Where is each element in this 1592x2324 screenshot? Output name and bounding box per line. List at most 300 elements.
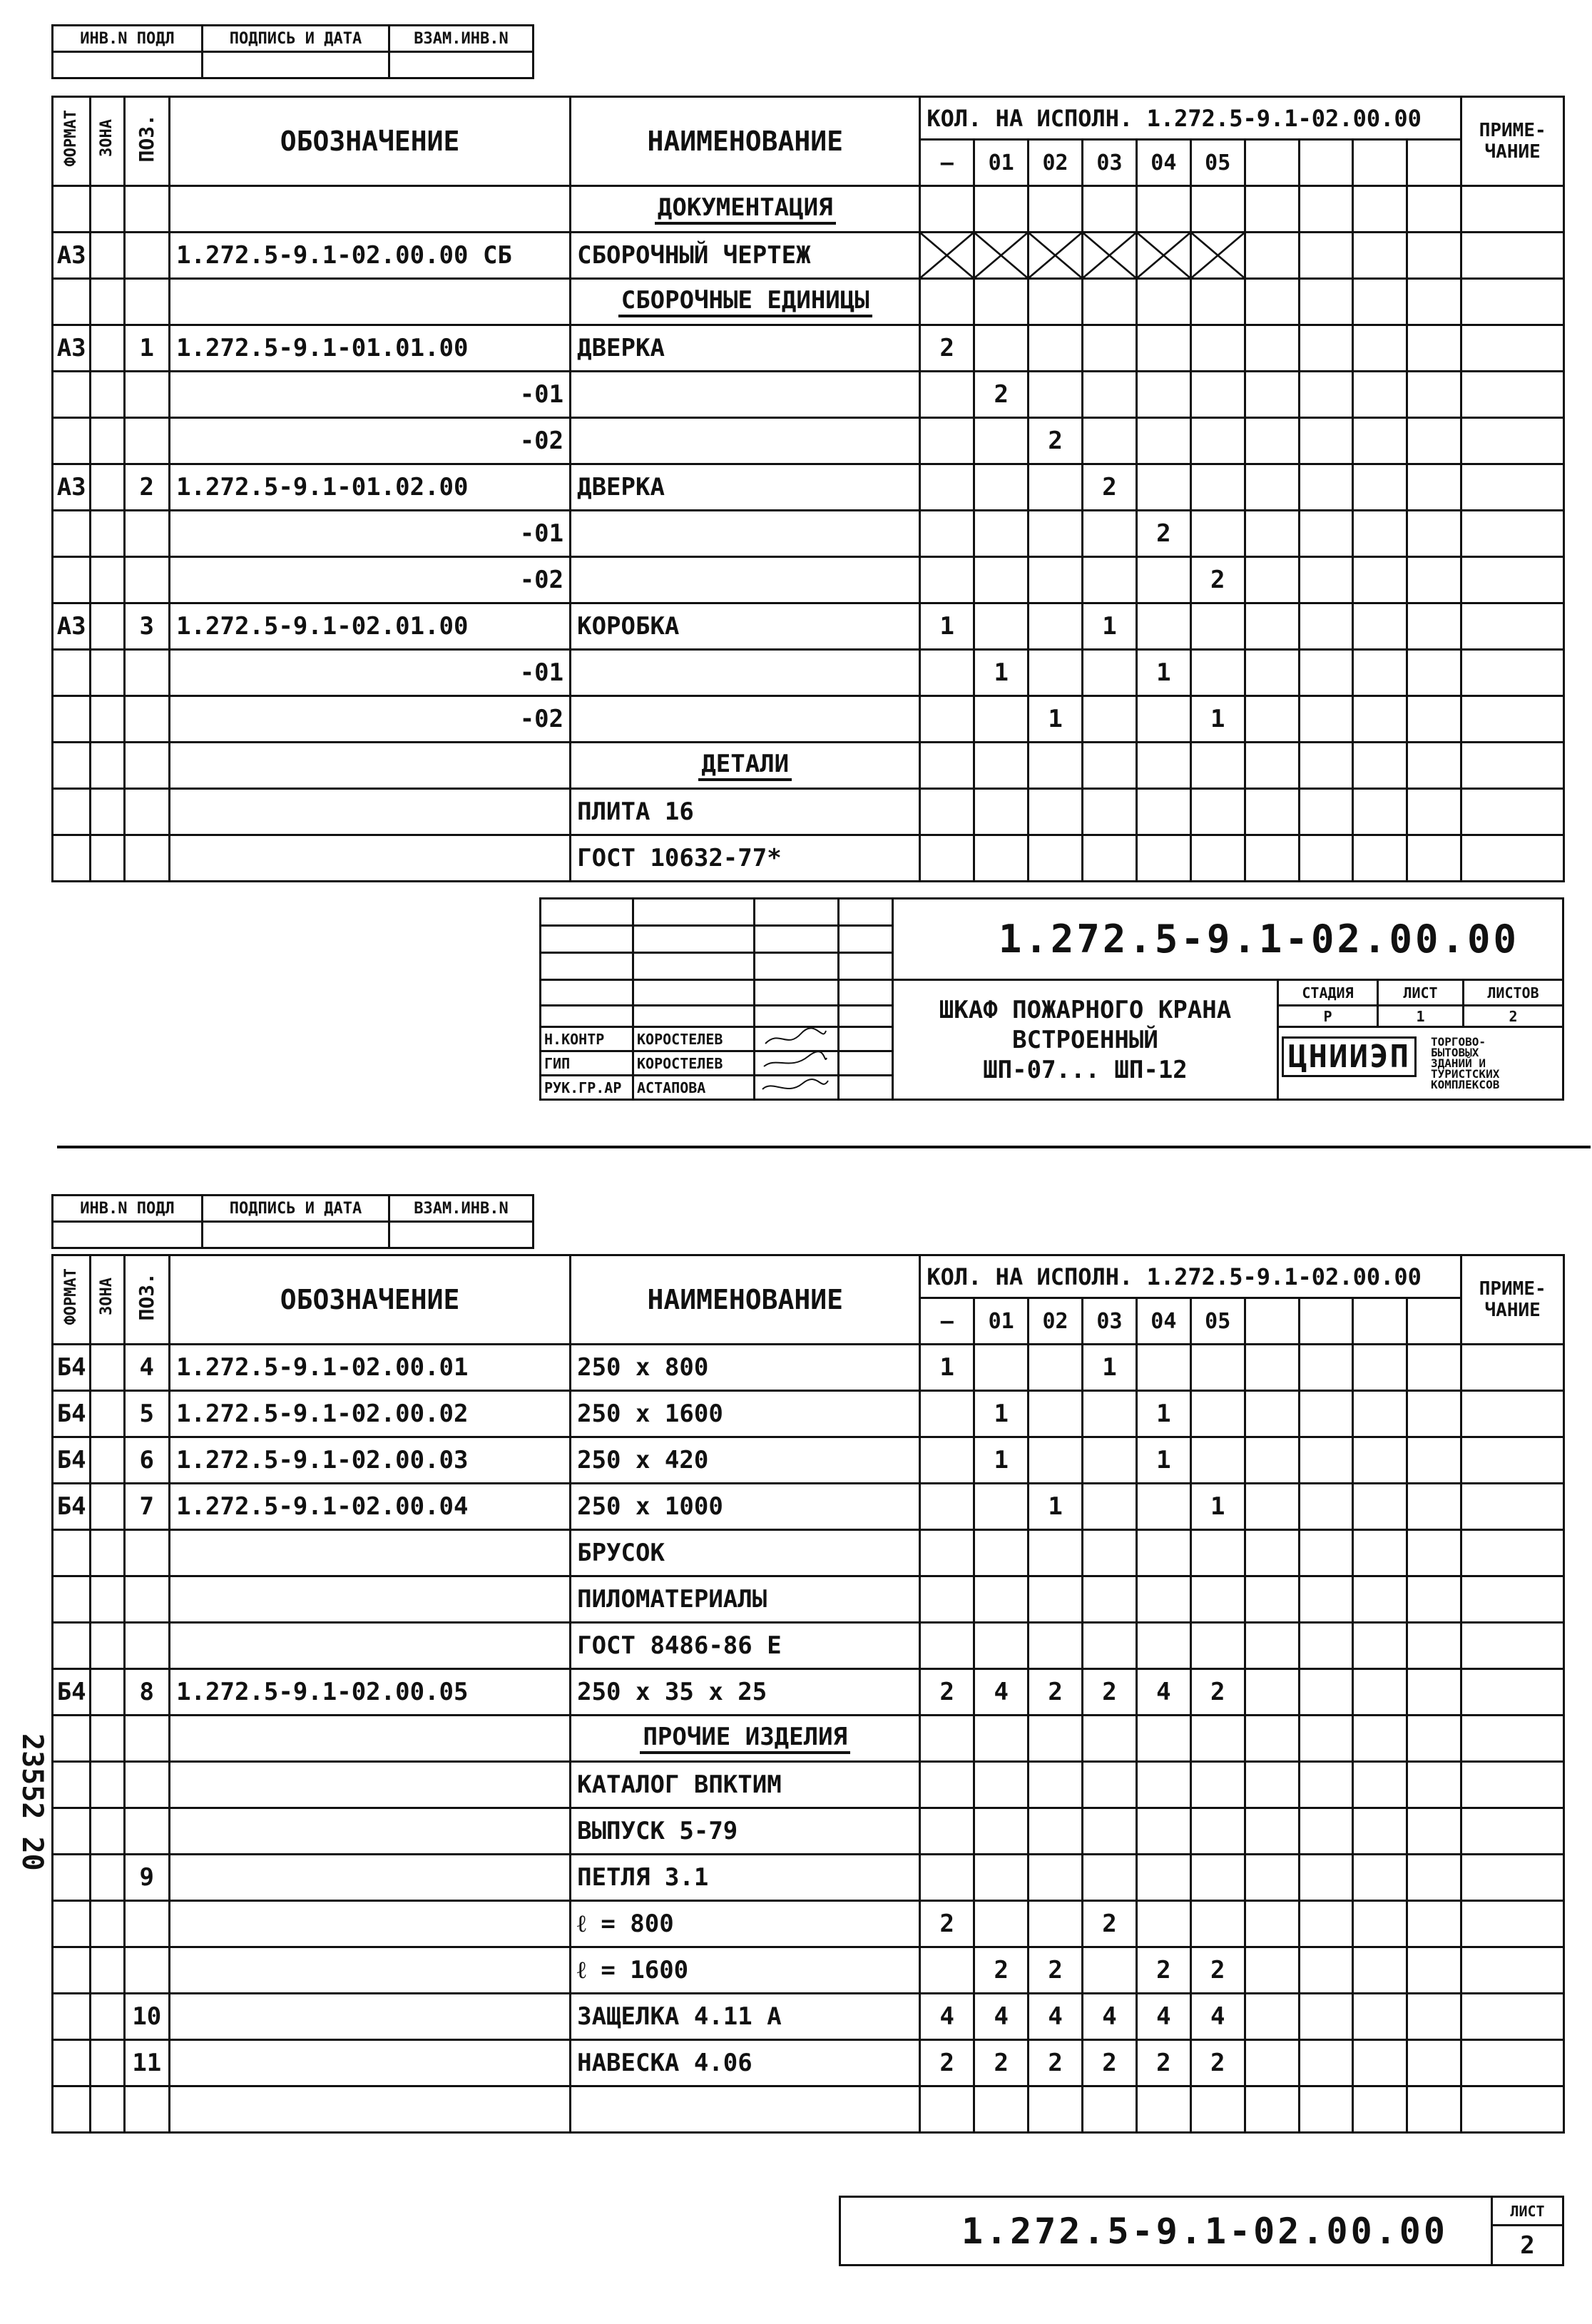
cell-name: БРУСОК xyxy=(571,1530,920,1576)
doc-title: ШКАФ ПОЖАРНОГО КРАНА ВСТРОЕННЫЙ ШП-07... ШП-12 xyxy=(893,980,1278,1100)
cell-qty-3 xyxy=(1083,418,1137,464)
cell-format: А3 xyxy=(53,325,91,372)
cell-qty-empty xyxy=(1353,325,1407,372)
cell-qty-3: 1 xyxy=(1083,603,1137,650)
cell-qty-5 xyxy=(1190,1716,1245,1762)
signer-name-2: КОРОСТЕЛЕВ xyxy=(633,1051,755,1076)
cell-name: 250 х 420 xyxy=(571,1437,920,1484)
cell-name xyxy=(571,650,920,696)
cell-qty-empty xyxy=(1299,2086,1353,2133)
cell-qty-5 xyxy=(1190,1437,1245,1484)
cell-qty-empty xyxy=(1407,1530,1461,1576)
cell-qty-empty xyxy=(1245,789,1299,835)
cell-qty-empty xyxy=(1407,789,1461,835)
top-row xyxy=(53,279,1564,325)
cell-name: ℓ = 800 xyxy=(571,1901,920,1947)
cell-format xyxy=(53,418,91,464)
cell-note xyxy=(1461,2040,1564,2086)
cell-qty-empty xyxy=(1353,1345,1407,1391)
cell-format: Б4 xyxy=(53,1669,91,1716)
cell-qty-0: 2 xyxy=(920,1669,974,1716)
signer-role-3: РУК.ГР.АР xyxy=(541,1076,633,1100)
cell-qty-4 xyxy=(1136,1484,1190,1530)
cell-qty-2 xyxy=(1029,1391,1083,1437)
cell-qty-3 xyxy=(1083,1947,1137,1994)
cell-qty-0 xyxy=(920,279,974,325)
cell-qty-empty xyxy=(1299,557,1353,603)
cell-zona xyxy=(91,186,124,233)
cell-qty-1 xyxy=(974,1530,1029,1576)
cell-qty-0 xyxy=(920,557,974,603)
bottom-row xyxy=(53,1484,1564,1530)
cell-qty-empty xyxy=(1407,1901,1461,1947)
cell-qty-empty xyxy=(1245,186,1299,233)
cell-name: ℓ = 1600 xyxy=(571,1947,920,1994)
top-row xyxy=(53,603,1564,650)
variant-empty xyxy=(1245,140,1299,186)
cell-qty-empty xyxy=(1407,1762,1461,1808)
cell-qty-empty xyxy=(1353,1576,1407,1623)
cell-note xyxy=(1461,1901,1564,1947)
cell-qty-empty xyxy=(1353,186,1407,233)
cell-qty-4 xyxy=(1136,1716,1190,1762)
bottom-row xyxy=(53,1437,1564,1484)
list-value-2: 2 xyxy=(1492,2226,1563,2266)
cell-qty-0 xyxy=(920,1484,974,1530)
cell-name: 250 х 35 х 25 xyxy=(571,1669,920,1716)
bottom-row xyxy=(53,2040,1564,2086)
bottom-row xyxy=(53,1762,1564,1808)
cell-format xyxy=(53,1994,91,2040)
cell-qty-3 xyxy=(1083,743,1137,789)
cell-qty-1 xyxy=(974,743,1029,789)
cell-note xyxy=(1461,418,1564,464)
cell-poz xyxy=(124,1623,170,1669)
cell-qty-3: 2 xyxy=(1083,1901,1137,1947)
cell-zona xyxy=(91,557,124,603)
cell-qty-empty xyxy=(1407,511,1461,557)
cell-qty-5: 1 xyxy=(1190,1484,1245,1530)
cell-qty-empty xyxy=(1407,2086,1461,2133)
variant-5: 05 xyxy=(1190,1298,1245,1345)
cell-zona xyxy=(91,650,124,696)
cell-qty-1 xyxy=(974,233,1029,279)
cell-qty-2 xyxy=(1029,1576,1083,1623)
cell-qty-empty xyxy=(1353,1947,1407,1994)
cell-name xyxy=(571,418,920,464)
cell-qty-0: 1 xyxy=(920,1345,974,1391)
cell-qty-empty xyxy=(1299,1855,1353,1901)
cell-qty-4 xyxy=(1136,233,1190,279)
cell-zona xyxy=(91,743,124,789)
cell-poz: 3 xyxy=(124,603,170,650)
cell-code: -01 xyxy=(170,372,571,418)
cell-qty-0 xyxy=(920,1391,974,1437)
cell-qty-empty xyxy=(1299,696,1353,743)
cell-code xyxy=(170,1947,571,1994)
cell-format xyxy=(53,2086,91,2133)
cell-qty-empty xyxy=(1245,1530,1299,1576)
cell-qty-5 xyxy=(1190,1808,1245,1855)
cell-qty-2 xyxy=(1029,603,1083,650)
cell-poz xyxy=(124,1901,170,1947)
variant-3: 03 xyxy=(1083,140,1137,186)
col-oboznachenie: ОБОЗНАЧЕНИЕ xyxy=(170,97,571,186)
cell-format xyxy=(53,279,91,325)
cell-qty-5 xyxy=(1190,1855,1245,1901)
cell-qty-empty xyxy=(1407,1808,1461,1855)
cell-qty-empty xyxy=(1245,2086,1299,2133)
cell-code xyxy=(170,1855,571,1901)
cell-zona xyxy=(91,1716,124,1762)
cell-qty-empty xyxy=(1299,603,1353,650)
cell-qty-empty xyxy=(1245,418,1299,464)
cell-qty-empty xyxy=(1407,603,1461,650)
cell-name: ДВЕРКА xyxy=(571,325,920,372)
cell-qty-5 xyxy=(1190,2086,1245,2133)
cell-code xyxy=(170,186,571,233)
cell-qty-3: 2 xyxy=(1083,1669,1137,1716)
cell-qty-3 xyxy=(1083,1391,1137,1437)
cell-qty-1 xyxy=(974,186,1029,233)
cell-qty-empty xyxy=(1245,835,1299,882)
cell-zona xyxy=(91,2040,124,2086)
cell-note xyxy=(1461,835,1564,882)
cell-qty-empty xyxy=(1353,1623,1407,1669)
bottom-row xyxy=(53,1530,1564,1576)
cell-code: -02 xyxy=(170,418,571,464)
cell-qty-3 xyxy=(1083,789,1137,835)
cell-qty-1 xyxy=(974,511,1029,557)
cell-zona xyxy=(91,835,124,882)
cell-qty-empty xyxy=(1407,372,1461,418)
approval-stamp xyxy=(51,24,534,79)
cell-name xyxy=(571,511,920,557)
cell-format xyxy=(53,835,91,882)
cell-qty-4 xyxy=(1136,1623,1190,1669)
cell-qty-empty xyxy=(1245,2040,1299,2086)
top-row xyxy=(53,325,1564,372)
cell-poz xyxy=(124,743,170,789)
cell-qty-empty xyxy=(1353,650,1407,696)
cell-qty-empty xyxy=(1353,372,1407,418)
cell-qty-empty xyxy=(1245,1484,1299,1530)
cell-code: 1.272.5-9.1-02.00.03 xyxy=(170,1437,571,1484)
bottom-row xyxy=(53,1855,1564,1901)
cell-qty-4: 1 xyxy=(1136,650,1190,696)
cell-qty-5 xyxy=(1190,418,1245,464)
cell-poz: 9 xyxy=(124,1855,170,1901)
cell-qty-2: 1 xyxy=(1029,1484,1083,1530)
cell-qty-4 xyxy=(1136,696,1190,743)
bottom-title-block xyxy=(839,2196,1564,2266)
cell-qty-0 xyxy=(920,464,974,511)
cell-qty-empty xyxy=(1353,1437,1407,1484)
cell-name: ЗАЩЕЛКА 4.11 А xyxy=(571,1994,920,2040)
cell-qty-1 xyxy=(974,1484,1029,1530)
cell-qty-empty xyxy=(1299,1716,1353,1762)
cell-note xyxy=(1461,511,1564,557)
cell-qty-1 xyxy=(974,2086,1029,2133)
bottom-row xyxy=(53,1345,1564,1391)
cell-qty-empty xyxy=(1407,1576,1461,1623)
cell-qty-0 xyxy=(920,186,974,233)
cell-qty-3 xyxy=(1083,557,1137,603)
cell-qty-4 xyxy=(1136,1901,1190,1947)
cell-zona xyxy=(91,1576,124,1623)
cell-qty-empty xyxy=(1407,1947,1461,1994)
cell-qty-4 xyxy=(1136,1345,1190,1391)
cell-name: 250 х 1000 xyxy=(571,1484,920,1530)
cell-name: 250 х 800 xyxy=(571,1345,920,1391)
top-row xyxy=(53,186,1564,233)
cell-qty-5 xyxy=(1190,835,1245,882)
cell-format: А3 xyxy=(53,464,91,511)
cell-poz xyxy=(124,650,170,696)
cell-qty-2 xyxy=(1029,233,1083,279)
cell-qty-empty xyxy=(1299,464,1353,511)
cell-zona xyxy=(91,1994,124,2040)
cell-qty-4 xyxy=(1136,1855,1190,1901)
cell-qty-empty xyxy=(1245,1855,1299,1901)
cell-qty-empty xyxy=(1353,464,1407,511)
cell-qty-5 xyxy=(1190,1576,1245,1623)
top-row xyxy=(53,418,1564,464)
cell-qty-empty xyxy=(1299,233,1353,279)
cell-qty-empty xyxy=(1245,603,1299,650)
cell-qty-empty xyxy=(1353,1994,1407,2040)
cell-qty-0 xyxy=(920,1437,974,1484)
cell-poz xyxy=(124,1808,170,1855)
stadia-label: СТАДИЯ xyxy=(1278,980,1378,1006)
cell-format: Б4 xyxy=(53,1391,91,1437)
cell-format xyxy=(53,1947,91,1994)
cell-qty-1: 1 xyxy=(974,1391,1029,1437)
variant-empty xyxy=(1245,1298,1299,1345)
cell-format xyxy=(53,511,91,557)
cell-qty-empty xyxy=(1299,1345,1353,1391)
cell-qty-empty xyxy=(1407,279,1461,325)
cell-zona xyxy=(91,1855,124,1901)
cell-qty-empty xyxy=(1407,186,1461,233)
cell-code: 1.272.5-9.1-02.00.04 xyxy=(170,1484,571,1530)
top-row xyxy=(53,696,1564,743)
cell-poz xyxy=(124,279,170,325)
top-row xyxy=(53,464,1564,511)
cell-code xyxy=(170,1808,571,1855)
cell-qty-4 xyxy=(1136,1530,1190,1576)
cell-qty-3: 2 xyxy=(1083,2040,1137,2086)
cell-qty-3 xyxy=(1083,1530,1137,1576)
cell-qty-0 xyxy=(920,418,974,464)
cell-qty-0 xyxy=(920,1947,974,1994)
cell-qty-4 xyxy=(1136,372,1190,418)
cell-code: -02 xyxy=(170,696,571,743)
cell-zona xyxy=(91,2086,124,2133)
cell-qty-2 xyxy=(1029,557,1083,603)
spec-table-bottom xyxy=(51,1254,1565,2134)
cell-qty-0 xyxy=(920,650,974,696)
cell-code xyxy=(170,743,571,789)
top-row xyxy=(53,557,1564,603)
cell-qty-empty xyxy=(1353,557,1407,603)
cell-code: 1.272.5-9.1-02.00.02 xyxy=(170,1391,571,1437)
cell-qty-2 xyxy=(1029,650,1083,696)
cell-qty-empty xyxy=(1245,1391,1299,1437)
cell-qty-3 xyxy=(1083,1623,1137,1669)
variant-empty xyxy=(1353,1298,1407,1345)
stamp-vzam-inv: ВЗАМ.ИНВ.N xyxy=(389,1196,534,1222)
org-logo: ЦНИИЭП xyxy=(1282,1036,1417,1077)
cell-qty-empty xyxy=(1353,418,1407,464)
cell-qty-empty xyxy=(1245,1345,1299,1391)
cell-qty-empty xyxy=(1299,1576,1353,1623)
cell-qty-1 xyxy=(974,279,1029,325)
cell-code xyxy=(170,1762,571,1808)
cell-format xyxy=(53,1716,91,1762)
cell-qty-empty xyxy=(1407,1855,1461,1901)
cell-qty-5 xyxy=(1190,233,1245,279)
cell-qty-empty xyxy=(1299,1437,1353,1484)
cell-qty-2 xyxy=(1029,1762,1083,1808)
cell-qty-empty xyxy=(1299,1623,1353,1669)
signer-role-2: ГИП xyxy=(541,1051,633,1076)
cell-qty-5: 2 xyxy=(1190,2040,1245,2086)
cell-qty-empty xyxy=(1245,1716,1299,1762)
cell-poz xyxy=(124,233,170,279)
cell-qty-empty xyxy=(1407,1994,1461,2040)
cell-qty-empty xyxy=(1353,1484,1407,1530)
cell-qty-3 xyxy=(1083,650,1137,696)
col-zona: ЗОНА xyxy=(91,97,124,186)
cell-qty-0: 2 xyxy=(920,1901,974,1947)
cell-qty-4: 4 xyxy=(1136,1669,1190,1716)
cell-qty-5 xyxy=(1190,186,1245,233)
cell-zona xyxy=(91,1530,124,1576)
top-row xyxy=(53,650,1564,696)
top-row xyxy=(53,233,1564,279)
cell-qty-4 xyxy=(1136,1576,1190,1623)
cell-qty-0 xyxy=(920,743,974,789)
cell-qty-empty xyxy=(1245,1762,1299,1808)
cell-qty-empty xyxy=(1353,1762,1407,1808)
signer-role-1: Н.КОНТР xyxy=(541,1027,633,1051)
bottom-row xyxy=(53,1623,1564,1669)
listov-value: 2 xyxy=(1464,1006,1563,1027)
cell-qty-0 xyxy=(920,233,974,279)
cell-qty-2 xyxy=(1029,1437,1083,1484)
cell-qty-4: 4 xyxy=(1136,1994,1190,2040)
cell-name: КОРОБКА xyxy=(571,603,920,650)
cell-qty-empty xyxy=(1353,696,1407,743)
cell-poz xyxy=(124,1530,170,1576)
cell-qty-3 xyxy=(1083,2086,1137,2133)
bottom-row xyxy=(53,1901,1564,1947)
cell-name xyxy=(571,2086,920,2133)
cell-qty-2 xyxy=(1029,186,1083,233)
cell-qty-2 xyxy=(1029,464,1083,511)
cell-name: ГОСТ 8486-86 Е xyxy=(571,1623,920,1669)
col-kol-header: КОЛ. НА ИСПОЛН. 1.272.5-9.1-02.00.00 xyxy=(920,1255,1461,1298)
cell-poz xyxy=(124,696,170,743)
cell-qty-1 xyxy=(974,603,1029,650)
cell-qty-4 xyxy=(1136,603,1190,650)
cell-qty-3 xyxy=(1083,325,1137,372)
cell-qty-1 xyxy=(974,557,1029,603)
cell-code: 1.272.5-9.1-02.00.05 xyxy=(170,1669,571,1716)
cell-qty-0 xyxy=(920,696,974,743)
cell-qty-empty xyxy=(1407,557,1461,603)
variant-3: 03 xyxy=(1083,1298,1137,1345)
col-naimenovanie: НАИМЕНОВАНИЕ xyxy=(571,97,920,186)
cell-note xyxy=(1461,789,1564,835)
stamp-inv-podl: ИНВ.N ПОДЛ xyxy=(53,26,203,52)
top-row xyxy=(53,511,1564,557)
cell-qty-4 xyxy=(1136,835,1190,882)
cell-qty-3 xyxy=(1083,1808,1137,1855)
cell-qty-empty xyxy=(1353,835,1407,882)
col-poz: ПОЗ. xyxy=(124,1255,170,1345)
cell-qty-empty xyxy=(1299,1669,1353,1716)
cell-note xyxy=(1461,186,1564,233)
cell-qty-empty xyxy=(1299,279,1353,325)
list-label-2: ЛИСТ xyxy=(1492,2197,1563,2226)
cell-zona xyxy=(91,233,124,279)
cell-zona xyxy=(91,1901,124,1947)
cell-qty-2 xyxy=(1029,1345,1083,1391)
cell-zona xyxy=(91,464,124,511)
cell-note xyxy=(1461,650,1564,696)
cell-code xyxy=(170,1576,571,1623)
cell-qty-3 xyxy=(1083,233,1137,279)
cell-note xyxy=(1461,696,1564,743)
cell-poz: 5 xyxy=(124,1391,170,1437)
cell-qty-empty xyxy=(1299,511,1353,557)
cell-format xyxy=(53,1808,91,1855)
cell-qty-1 xyxy=(974,696,1029,743)
cell-code xyxy=(170,835,571,882)
cell-note xyxy=(1461,1391,1564,1437)
cell-qty-0: 1 xyxy=(920,603,974,650)
variant-1: 01 xyxy=(974,140,1029,186)
cell-qty-empty xyxy=(1299,1530,1353,1576)
cell-name: ДОКУМЕНТАЦИЯ xyxy=(571,186,920,233)
cell-note xyxy=(1461,1345,1564,1391)
cell-format xyxy=(53,1762,91,1808)
cell-qty-empty xyxy=(1299,1808,1353,1855)
cell-format xyxy=(53,1623,91,1669)
cell-name: ДВЕРКА xyxy=(571,464,920,511)
cell-qty-3: 2 xyxy=(1083,464,1137,511)
cell-poz xyxy=(124,418,170,464)
cell-qty-empty xyxy=(1407,233,1461,279)
cell-qty-empty xyxy=(1245,233,1299,279)
cell-poz xyxy=(124,186,170,233)
cell-qty-4 xyxy=(1136,464,1190,511)
cell-qty-empty xyxy=(1353,511,1407,557)
cell-qty-1: 1 xyxy=(974,650,1029,696)
cell-zona xyxy=(91,1762,124,1808)
cell-zona xyxy=(91,603,124,650)
cell-qty-2 xyxy=(1029,743,1083,789)
cell-name: ПИЛОМАТЕРИАЛЫ xyxy=(571,1576,920,1623)
cell-qty-empty xyxy=(1299,1391,1353,1437)
cell-qty-3 xyxy=(1083,1484,1137,1530)
cell-note xyxy=(1461,1762,1564,1808)
cell-qty-empty xyxy=(1353,789,1407,835)
cell-note xyxy=(1461,603,1564,650)
signature-2 xyxy=(755,1051,839,1076)
